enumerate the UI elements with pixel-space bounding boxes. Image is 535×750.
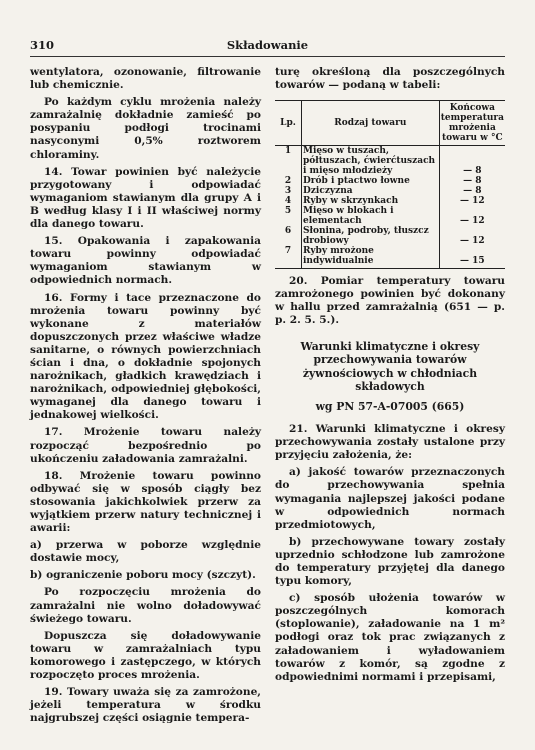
page-number: 310 [30,38,55,52]
table-cell-lp: 2 [284,176,292,187]
paragraph: 18. Mrożenie towaru powinno odbywać się w sposób ciągły bez stosowania jakichkolwiek przerw za wyjątkiem przerw natury technicznej i awarii: [30,469,261,535]
paragraph: 16. Formy i tace przeznaczone do mrożenia towaru powinny być wykonane z materiałów dopuszczonych przez właściwe władze sanitarne, o równych powierzchniach ścian i dna, o dokładnie spojonych narożnikach, gładkich krawędziach i narożnikach, odpowiedniej głębokości, wymaganej dla danego towaru i jednakowej wielkości. [30,291,261,422]
list-item: c) sposób ułożenia towarów w poszczególnych komorach (stoplowanie), załadowanie na 1 m² podłogi oraz tok prac związanych z załadowaniem i wyładowaniem towarów z komór, są zgodne z odpowiednimi normami i przepisami, [275,592,505,683]
table-cell-lp: 4 [284,196,292,207]
left-column [30,66,261,729]
paragraph: wentylatora, ozonowanie, filtrowanie lub chemicznie. [30,66,261,92]
paragraph: 19. Towary uważa się za zamrożone, jeżeli temperatura w środku najgrubszej części osiągnie tempera- [30,686,261,725]
table-row [275,246,505,269]
list-item: b) ograniczenie poboru mocy (szczyt). [30,569,256,582]
list-item: a) jakość towarów przeznaczonych do przechowywania spełnia wymagania najlepszej jakości podane w odpowiednich normach przedmiotowych, [275,466,505,531]
paragraph: 20. Pomiar temperatury towaru zamrożonego powinien być dokonany w hallu przed zamrażalnią (651 — p. p. 2. 5. 5.). [275,275,505,327]
table-cell-type: Mięso w tuszach, półtuszach, ćwierćtuszach i mięso młodzieży [302,146,440,177]
table-cell-type: Mięso w blokach i elementach [302,206,440,226]
table-cell-temp: — 12 [439,226,505,246]
table-header-temp: Końcowa temperatura mrożenia towaru w °C [439,101,505,146]
table-cell-type: Słonina, podroby, tłuszcz drobiowy [302,226,440,246]
header-rule [30,56,505,57]
table-cell-temp: — 8 [439,146,505,177]
paragraph: Po rozpoczęciu mrożenia do zamrażalni nie wolno doładowywać świeżego towaru. [30,586,261,625]
table-row [275,196,505,206]
table-cell-lp: 5 [284,206,292,217]
table-row [275,186,505,196]
list-item: a) przerwa w poborze względnie dostawie mocy, [30,539,261,565]
table-cell-temp: — 8 [439,176,505,186]
section-subheading: wg PN 57-A-07005 (665) [315,399,465,413]
paragraph: 15. Opakowania i zapakowania towaru powinny odpowiadać wymaganiom stawianym w odpowiednich normach. [30,235,261,287]
table-row [275,146,505,177]
paragraph: 17. Mrożenie towaru należy rozpocząć bezpośrednio po ukończeniu załadowania zamrażalni. [30,426,261,465]
paragraph: Po każdym cyklu mrożenia należy zamrażalnię dokładnie zamieść po posypaniu podłogi trocinami nasyconymi 0,5% roztworem chloraminy. [30,96,261,161]
table-header-lp: Lp. [275,101,302,146]
table-cell-type: Dziczyzna [302,186,440,196]
right-column [275,66,505,688]
table-row [275,206,505,226]
section-heading: Warunki klimatyczne i okresy przechowywania towarów żywnościowych w chłodniach składowych [300,339,480,394]
table-cell-lp: 7 [275,246,302,269]
table-cell-lp: 6 [284,226,292,237]
paragraph: 21. Warunki klimatyczne i okresy przechowywania zostały ustalone przy przyjęciu założenia, że: [275,423,505,462]
table-header-type: Rodzaj towaru [302,101,440,146]
page-header [30,38,505,52]
freezing-temperature-table [275,100,505,269]
table-row [275,176,505,186]
table-cell-type: Ryby mrożone indywidualnie [302,246,440,269]
table-cell-type: Ryby w skrzynkach [302,196,440,206]
table-cell-type: Drób i ptactwo łowne [302,176,440,186]
table-cell-lp: 3 [284,186,292,197]
running-title: Składowanie [226,38,309,52]
table-cell-temp: — 15 [439,246,505,269]
table-cell-temp: — 12 [439,206,505,226]
table-cell-temp: — 8 [439,186,505,196]
paragraph: 14. Towar powinien być należycie przygotowany i odpowiadać wymaganiom stawianym dla grupy A i B według klasy I i II właściwej normy dla danego towaru. [30,165,261,231]
table-cell-lp: 1 [284,146,292,157]
table-row [275,226,505,246]
paragraph: turę określoną dla poszczególnych towarów — podaną w tabeli: [275,66,505,92]
list-item: b) przechowywane towary zostały uprzednio schłodzone lub zamrożone do temperatury przyjętej dla danego typu komory, [275,535,505,588]
paragraph: Dopuszcza się doładowywanie towaru w zamrażalniach typu komorowego i zastępczego, w których rozpoczęto proces mrożenia. [30,629,261,682]
table-cell-temp: — 12 [439,196,505,206]
